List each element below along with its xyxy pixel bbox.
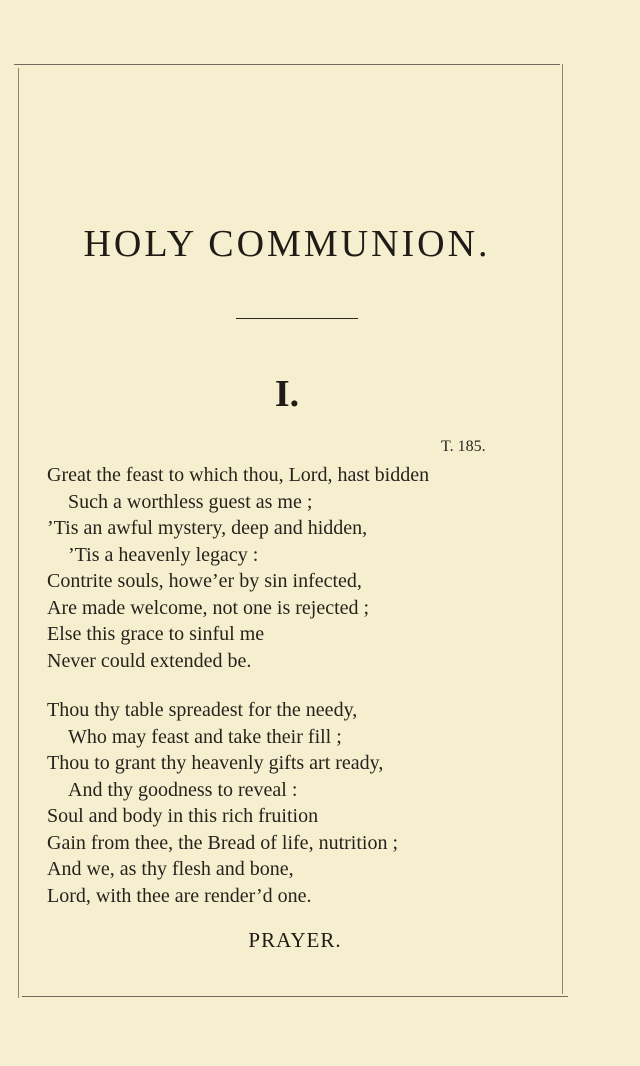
verse-line: Else this grace to sinful me: [47, 623, 265, 645]
verse-line: ’Tis an awful mystery, deep and hidden,: [47, 517, 368, 539]
verse-line: Soul and body in this rich fruition: [47, 805, 319, 827]
section-title: HOLY COMMUNION.: [83, 223, 491, 265]
page-border-bottom: [22, 996, 568, 997]
page-border-left: [18, 68, 19, 998]
verse-line: And thy goodness to reveal :: [68, 778, 298, 801]
page-border-right: [562, 64, 563, 994]
verse-line: Are made welcome, not one is rejected ;: [47, 596, 370, 619]
verse-line: Who may feast and take their fill ;: [68, 725, 342, 748]
title-divider: [236, 318, 358, 319]
verse-line: Thou to grant thy heavenly gifts art ready,: [47, 752, 384, 774]
hymn-number: I.: [274, 373, 300, 415]
prayer-heading: PRAYER.: [248, 928, 342, 952]
verse-line: Contrite souls, howe’er by sin infected,: [47, 570, 362, 592]
verse-line: ’Tis a heavenly legacy :: [68, 543, 259, 566]
verse-line: Never could extended be.: [47, 649, 252, 672]
verse-line: Thou thy table spreadest for the needy,: [47, 699, 358, 721]
verse-line: Such a worthless guest as me ;: [68, 490, 313, 513]
verse-1: [47, 462, 547, 674]
tune-reference: T. 185.: [441, 438, 486, 455]
verse-2: [47, 697, 547, 909]
verse-line: Lord, with thee are render’d one.: [47, 884, 312, 907]
verse-line: Great the feast to which thou, Lord, hast bidden: [47, 464, 430, 486]
page-border-top: [14, 64, 560, 65]
verse-line: Gain from thee, the Bread of life, nutrition ;: [47, 831, 399, 854]
verse-line: And we, as thy flesh and bone,: [47, 858, 294, 880]
